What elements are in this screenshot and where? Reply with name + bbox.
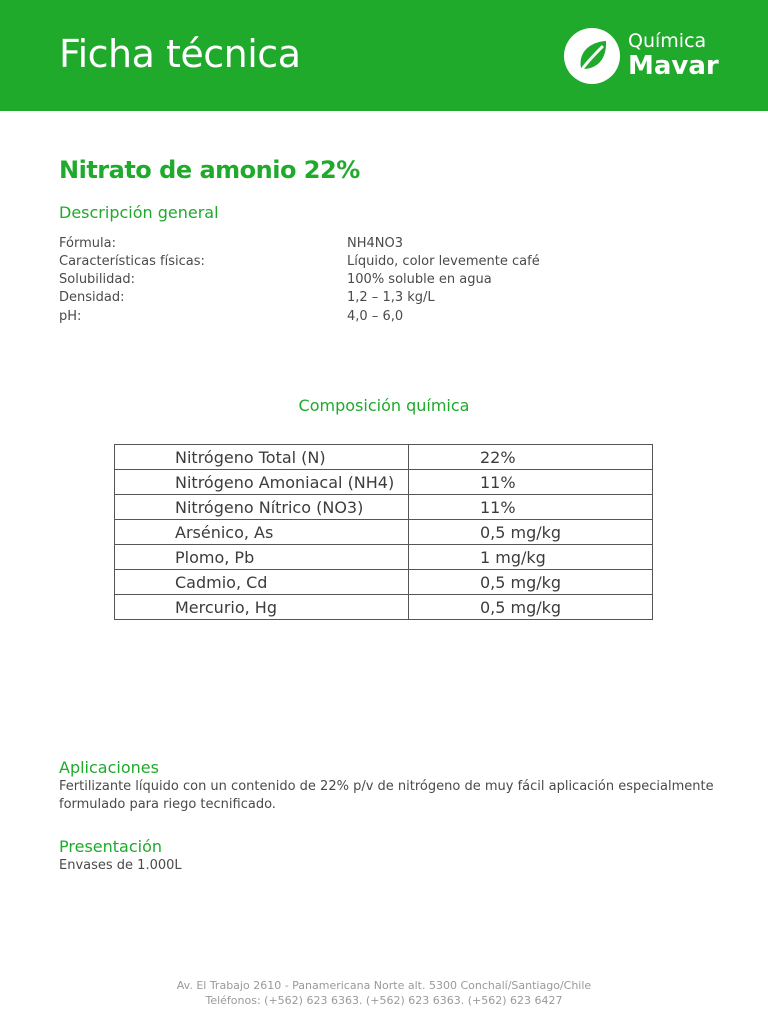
logo-text-quimica: Química — [628, 30, 707, 52]
applications-heading: Aplicaciones — [59, 758, 159, 777]
general-description-heading: Descripción general — [59, 203, 219, 222]
applications-text — [59, 778, 719, 814]
component-name: Mercurio, Hg — [115, 595, 409, 620]
table-row — [115, 520, 653, 545]
footer-phones: Teléfonos: (+562) 623 6363. (+562) 623 6363. (+562) 623 6427 — [205, 994, 563, 1007]
product-title: Nitrato de amonio 22% — [59, 156, 360, 184]
table-row — [115, 495, 653, 520]
composition-table — [114, 444, 653, 620]
logo-text-mavar: Mavar — [628, 51, 719, 81]
table-row — [115, 595, 653, 620]
component-name: Nitrógeno Total (N) — [115, 445, 409, 470]
page-title: Ficha técnica — [59, 32, 301, 76]
component-value: 11% — [409, 470, 653, 495]
presentation-heading: Presentación — [59, 837, 163, 856]
spec-row — [59, 309, 619, 327]
component-value: 1 mg/kg — [409, 545, 653, 570]
spec-value: 1,2 – 1,3 kg/L — [347, 290, 435, 305]
spec-value: 100% soluble en agua — [347, 272, 492, 287]
presentation-text: Envases de 1.000L — [59, 858, 182, 873]
component-name: Nitrógeno Nítrico (NO3) — [115, 495, 409, 520]
composition-heading: Composición química — [298, 396, 470, 415]
spec-row — [59, 272, 619, 290]
component-name: Nitrógeno Amoniacal (NH4) — [115, 470, 409, 495]
spec-label: Características físicas: — [59, 254, 205, 269]
company-logo — [564, 28, 744, 84]
component-name: Arsénico, As — [115, 520, 409, 545]
spec-value: 4,0 – 6,0 — [347, 309, 404, 324]
spec-value: Líquido, color levemente café — [347, 254, 540, 269]
table-row — [115, 445, 653, 470]
component-value: 22% — [409, 445, 653, 470]
spec-row — [59, 254, 619, 272]
spec-row — [59, 290, 619, 308]
spec-label: Solubilidad: — [59, 272, 135, 287]
applications-line: Fertilizante líquido con un contenido de 22% p/v de nitrógeno de muy fácil aplicación especialmente — [59, 779, 714, 794]
leaf-icon — [564, 28, 620, 84]
table-row — [115, 470, 653, 495]
component-name: Plomo, Pb — [115, 545, 409, 570]
spec-row — [59, 236, 619, 254]
component-value: 11% — [409, 495, 653, 520]
table-row — [115, 545, 653, 570]
footer-address: Av. El Trabajo 2610 - Panamericana Norte alt. 5300 Conchalí/Santiago/Chile — [176, 979, 592, 992]
component-value: 0,5 mg/kg — [409, 570, 653, 595]
spec-label: Densidad: — [59, 290, 125, 305]
spec-value: NH4NO3 — [347, 236, 403, 251]
component-value: 0,5 mg/kg — [409, 595, 653, 620]
page-header — [0, 0, 768, 111]
table-row — [115, 570, 653, 595]
spec-label: Fórmula: — [59, 236, 116, 251]
component-value: 0,5 mg/kg — [409, 520, 653, 545]
spec-label: pH: — [59, 309, 82, 324]
component-name: Cadmio, Cd — [115, 570, 409, 595]
applications-line: formulado para riego tecnificado. — [59, 797, 276, 812]
